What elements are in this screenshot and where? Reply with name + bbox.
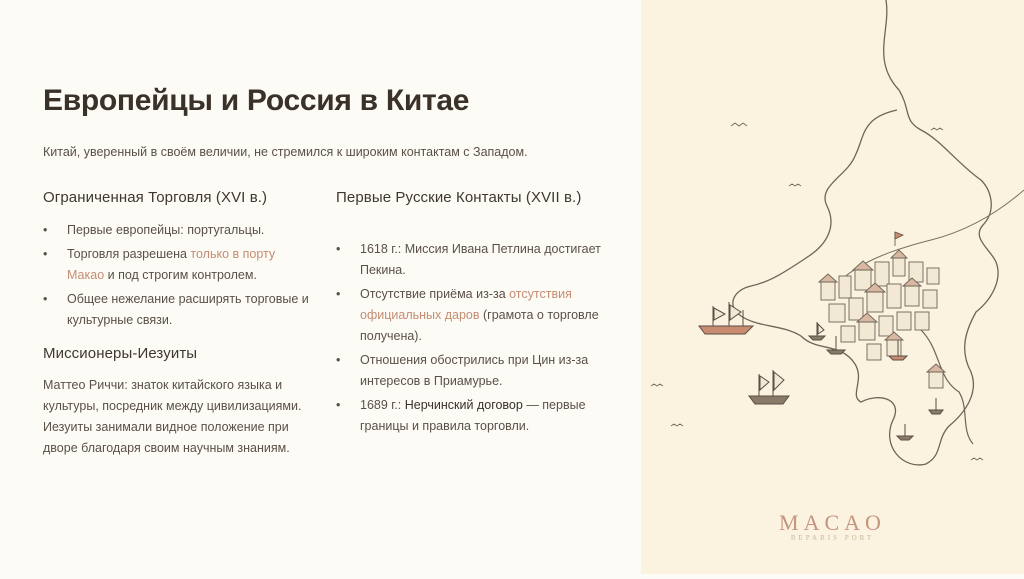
ship-galleon: [749, 370, 789, 404]
flag-marker: [895, 232, 903, 246]
house: [915, 312, 929, 330]
boat: [889, 356, 907, 360]
house: [849, 298, 863, 320]
hull: [749, 396, 789, 404]
sail: [774, 372, 784, 390]
page-title: Европейцы и Россия в Китае: [43, 84, 470, 117]
boat: [929, 410, 943, 414]
bird: [931, 128, 943, 130]
strong-text: Нерчинский договор: [404, 398, 523, 412]
house: [929, 372, 943, 388]
bullet-icon: •: [336, 287, 341, 301]
right-list: [336, 239, 606, 437]
bullet-icon: •: [336, 242, 341, 256]
sail: [714, 308, 725, 320]
right-heading: Первые Русские Контакты (XVII в.): [336, 189, 582, 206]
sail: [818, 324, 824, 334]
house: [867, 344, 881, 360]
house: [897, 312, 911, 330]
house: [923, 290, 937, 308]
left-column: [43, 189, 313, 459]
macao-logo-sub: REPARIS PORT: [790, 534, 875, 542]
left-heading: Ограниченная Торговля (XVI в.): [43, 189, 268, 206]
map-drawing: [641, 0, 1024, 574]
list-item: • Отсутствие приёма из-за отсутствия официальных даров (грамота о торговле получена).: [336, 284, 606, 347]
house: [887, 284, 901, 308]
macao-map-illustration: [641, 0, 1024, 574]
house: [859, 322, 875, 340]
boat: [897, 436, 913, 440]
bird: [651, 384, 663, 386]
bird: [789, 184, 801, 186]
missionaries-text: Маттео Риччи: знаток китайского языка и культуры, посредник между цивилизациями. Иезуиты занимали видное положение при дворе благодаря своим научным знаниям.: [43, 378, 302, 455]
list-item: • Первые европейцы: португальцы.: [43, 220, 313, 241]
macao-logo: MACAO: [779, 510, 886, 535]
list-item: • Общее нежелание расширять торговые и культурные связи.: [43, 289, 313, 331]
house: [841, 326, 855, 342]
bird: [671, 424, 683, 426]
sail: [760, 376, 769, 390]
subtitle: Китай, уверенный в своём величии, не стремился к широким контактам с Западом.: [43, 145, 528, 159]
bird: [731, 123, 747, 126]
hull: [699, 326, 753, 334]
list-item: • 1689 г.: Нерчинский договор — первые границы и правила торговли.: [336, 395, 606, 437]
accent-text: только в порту Макао: [67, 247, 276, 282]
bullet-icon: •: [336, 398, 341, 412]
accent-text: отсутствия официальных даров: [360, 287, 572, 322]
house: [829, 304, 845, 322]
boat: [827, 350, 845, 354]
bullet-icon: •: [336, 353, 341, 367]
roof: [819, 274, 837, 282]
list-item: • 1618 г.: Миссия Ивана Петлина достигает Пекина.: [336, 239, 606, 281]
house: [927, 268, 939, 284]
right-column: [336, 189, 606, 440]
flag: [895, 232, 903, 239]
bullet-icon: •: [43, 247, 48, 261]
house: [893, 258, 905, 276]
house: [879, 316, 893, 336]
house: [887, 340, 901, 356]
roof: [927, 364, 945, 372]
sail: [730, 305, 741, 320]
bird: [971, 458, 983, 460]
house: [875, 262, 889, 286]
list-item: • Отношения обострились при Цин из-за интересов в Приамурье.: [336, 350, 606, 392]
house: [839, 276, 851, 298]
bullet-icon: •: [43, 292, 48, 306]
roof: [853, 261, 873, 270]
small-boats: [809, 322, 943, 440]
town-houses: [821, 258, 943, 388]
house: [905, 286, 919, 306]
house: [821, 282, 835, 300]
left-list: [43, 220, 313, 331]
house: [867, 292, 883, 312]
bullet-icon: •: [43, 223, 48, 237]
list-item: • Торговля разрешена только в порту Макао и под строгим контролем.: [43, 244, 313, 286]
house: [855, 270, 871, 290]
boat: [809, 336, 825, 340]
missionaries-heading: Миссионеры-Иезуиты: [43, 345, 198, 362]
